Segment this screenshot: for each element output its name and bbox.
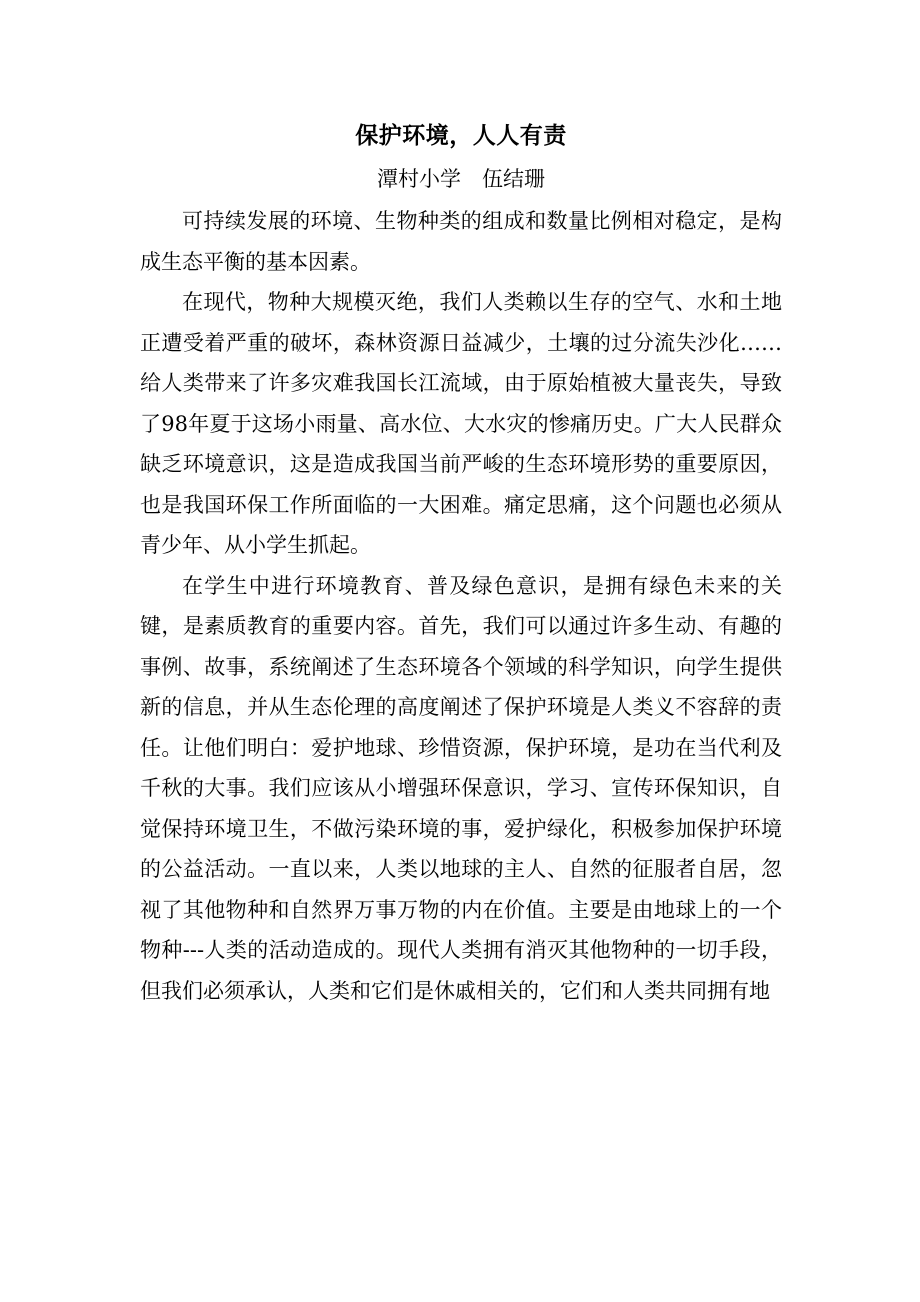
author-byline: 潭村小学 伍结珊 — [377, 167, 545, 191]
paragraph-1: 可持续发展的环境、生物种类的组成和数量比例相对稳定，是构成生态平衡的基本因素。 — [140, 209, 782, 274]
paragraph-2: 在现代，物种大规模灭绝，我们人类赖以生存的空气、水和土地正遭受着严重的破坏，森林资源日益减少，土壤的过分流失沙化……给人类带来了许多灾难我国长江流域，由于原始植被大量丧失，导致了98年夏于这场小雨量、高水位、大水灾的惨痛历史。广大人民群众缺乏环境意识，这是造成我国当前严峻的生态环境形势的重要原因，也是我国环保工作所面临的一大困难。痛定思痛，这个问题也必须从青少年、从小学生抓起。 — [140, 290, 782, 557]
document-title: 保护环境，人人有责 — [355, 122, 567, 149]
paragraph-3: 在学生中进行环境教育、普及绿色意识，是拥有绿色未来的关键，是素质教育的重要内容。首先，我们可以通过许多生动、有趣的事例、故事，系统阐述了生态环境各个领域的科学知识，向学生提供新的信息，并从生态伦理的高度阐述了保护环境是人类义不容辞的责任。让他们明白：爱护地球、珍惜资源，保护环境，是功在当代利及千秋的大事。我们应该从小增强环保意识，学习、宣传环保知识，自觉保持环境卫生，不做污染环境的事，爱护绿化，积极参加保护环境的公益活动。一直以来，人类以地球的主人、自然的征服者自居，忽视了其他物种和自然界万事万物的内在价值。主要是由地球上的一个物种---人类的活动造成的。现代人类拥有消灭其他物种的一切手段，但我们必须承认，人类和它们是休戚相关的，它们和人类共同拥有地 — [140, 573, 782, 1003]
document-page — [140, 118, 782, 1011]
